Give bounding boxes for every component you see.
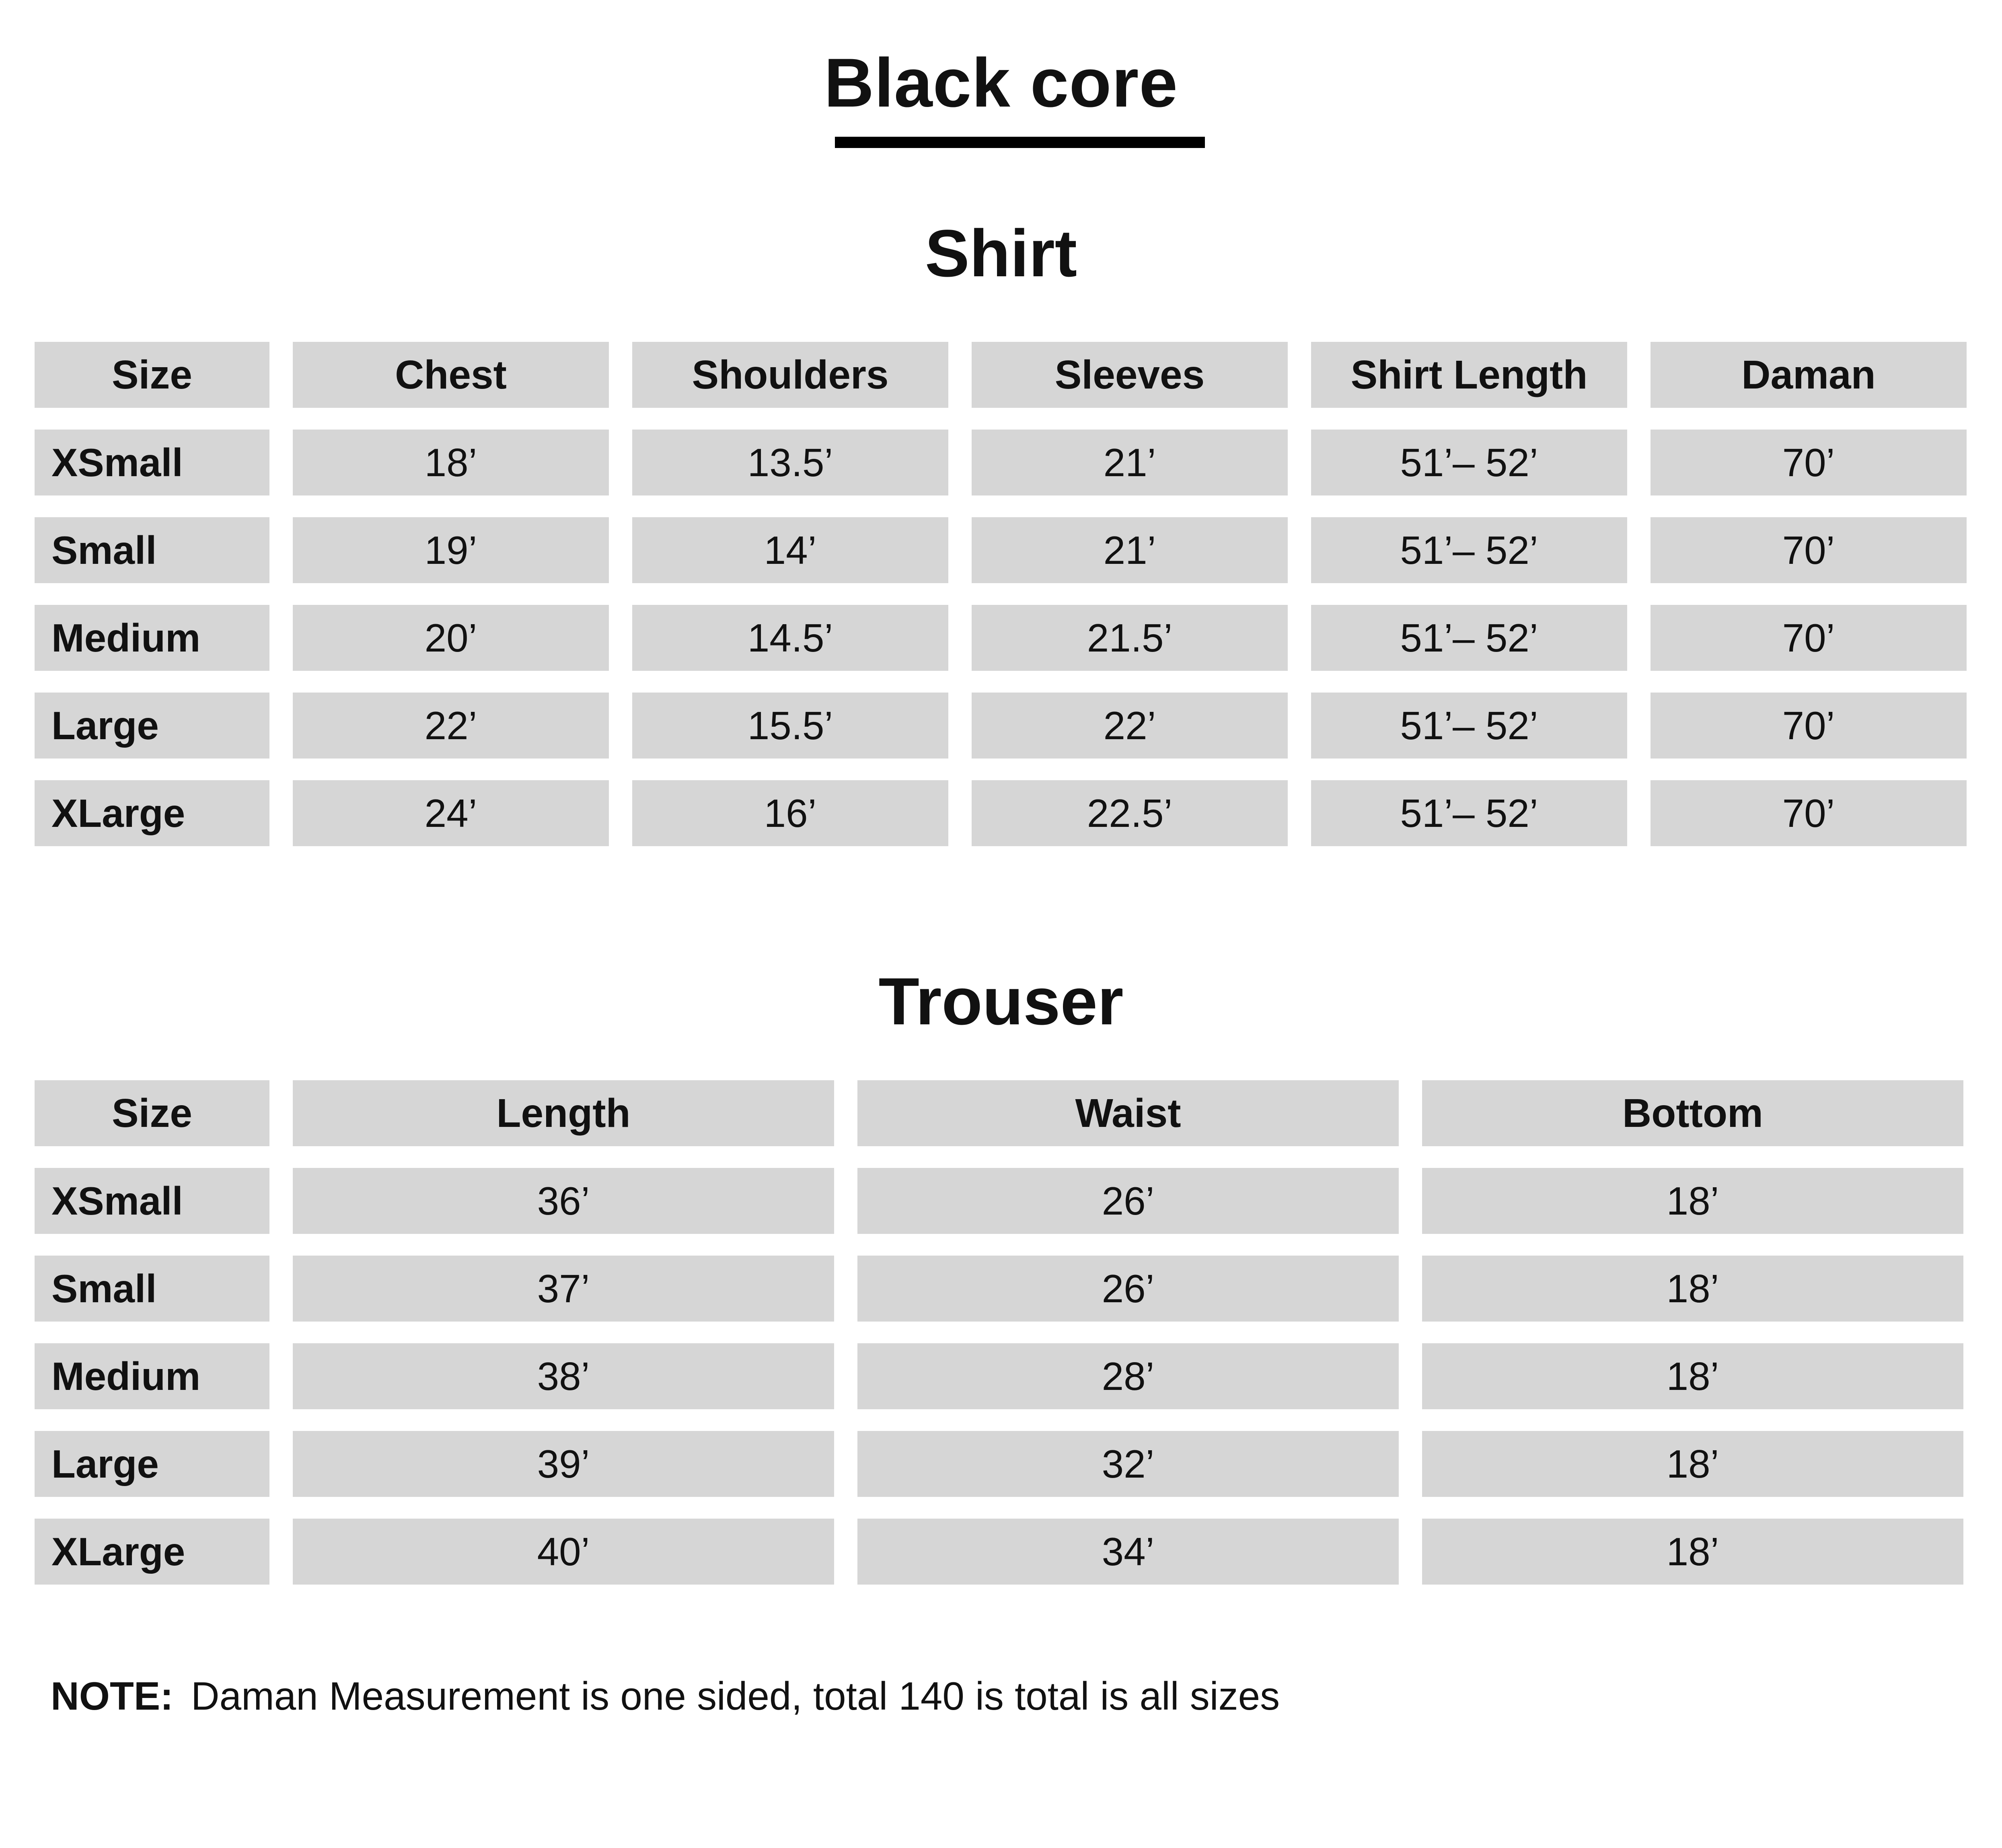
shoulders-value: 15.5’ [632,693,948,759]
brand-title-underline [835,137,1205,148]
note-text: Daman Measurement is one sided, total 140 is total is all sizes [191,1674,1280,1718]
size-label: Large [35,1431,269,1497]
sleeves-value: 21’ [972,430,1288,495]
length-value: 40’ [293,1519,834,1585]
daman-value: 70’ [1651,693,1967,759]
waist-value: 28’ [857,1343,1399,1409]
sleeves-value: 21.5’ [972,605,1288,671]
length-value: 38’ [293,1343,834,1409]
shirt-length-value: 51’– 52’ [1311,430,1627,495]
length-value: 36’ [293,1168,834,1234]
table-row [35,1343,1971,1409]
table-row [35,517,1971,583]
shoulders-value: 14.5’ [632,605,948,671]
waist-value: 34’ [857,1519,1399,1585]
shirt-header-daman: Daman [1651,342,1967,408]
size-label: Medium [35,1343,269,1409]
table-row [35,693,1971,759]
sleeves-value: 21’ [972,517,1288,583]
bottom-value: 18’ [1422,1431,1963,1497]
note-label: NOTE: [51,1674,173,1718]
shirt-length-value: 51’– 52’ [1311,780,1627,846]
trouser-size-table [35,1080,1971,1606]
daman-value: 70’ [1651,780,1967,846]
chest-value: 18’ [293,430,609,495]
trouser-header-row [35,1080,1971,1146]
sleeves-value: 22’ [972,693,1288,759]
chest-value: 22’ [293,693,609,759]
shirt-length-value: 51’– 52’ [1311,693,1627,759]
table-row [35,1256,1971,1322]
bottom-value: 18’ [1422,1343,1963,1409]
size-label: Medium [35,605,269,671]
daman-value: 70’ [1651,605,1967,671]
chest-value: 20’ [293,605,609,671]
waist-value: 26’ [857,1256,1399,1322]
shirt-header-size: Size [35,342,269,408]
trouser-header-waist: Waist [857,1080,1399,1146]
size-label: Large [35,693,269,759]
shoulders-value: 14’ [632,517,948,583]
brand-title: Black core [824,44,1178,121]
shoulders-value: 13.5’ [632,430,948,495]
size-label: XLarge [35,1519,269,1585]
chest-value: 19’ [293,517,609,583]
daman-value: 70’ [1651,430,1967,495]
bottom-value: 18’ [1422,1519,1963,1585]
shirt-header-row [35,342,1971,408]
bottom-value: 18’ [1422,1168,1963,1234]
length-value: 39’ [293,1431,834,1497]
table-row [35,1519,1971,1585]
note [51,1676,1280,1716]
size-label: XSmall [35,1168,269,1234]
size-label: Small [35,517,269,583]
waist-value: 26’ [857,1168,1399,1234]
shirt-size-table [35,342,1971,868]
shirt-length-value: 51’– 52’ [1311,605,1627,671]
size-label: XSmall [35,430,269,495]
shirt-header-chest: Chest [293,342,609,408]
sleeves-value: 22.5’ [972,780,1288,846]
table-row [35,605,1971,671]
shirt-section-title: Shirt [925,216,1077,291]
trouser-header-bottom: Bottom [1422,1080,1963,1146]
table-row [35,780,1971,846]
chest-value: 24’ [293,780,609,846]
table-row [35,1431,1971,1497]
trouser-header-length: Length [293,1080,834,1146]
shirt-header-sleeves: Sleeves [972,342,1288,408]
table-row [35,430,1971,495]
shirt-header-shirt-length: Shirt Length [1311,342,1627,408]
trouser-header-size: Size [35,1080,269,1146]
length-value: 37’ [293,1256,834,1322]
table-row [35,1168,1971,1234]
bottom-value: 18’ [1422,1256,1963,1322]
daman-value: 70’ [1651,517,1967,583]
shirt-length-value: 51’– 52’ [1311,517,1627,583]
shirt-header-shoulders: Shoulders [632,342,948,408]
trouser-section-title: Trouser [878,964,1124,1039]
shoulders-value: 16’ [632,780,948,846]
size-label: XLarge [35,780,269,846]
size-label: Small [35,1256,269,1322]
waist-value: 32’ [857,1431,1399,1497]
